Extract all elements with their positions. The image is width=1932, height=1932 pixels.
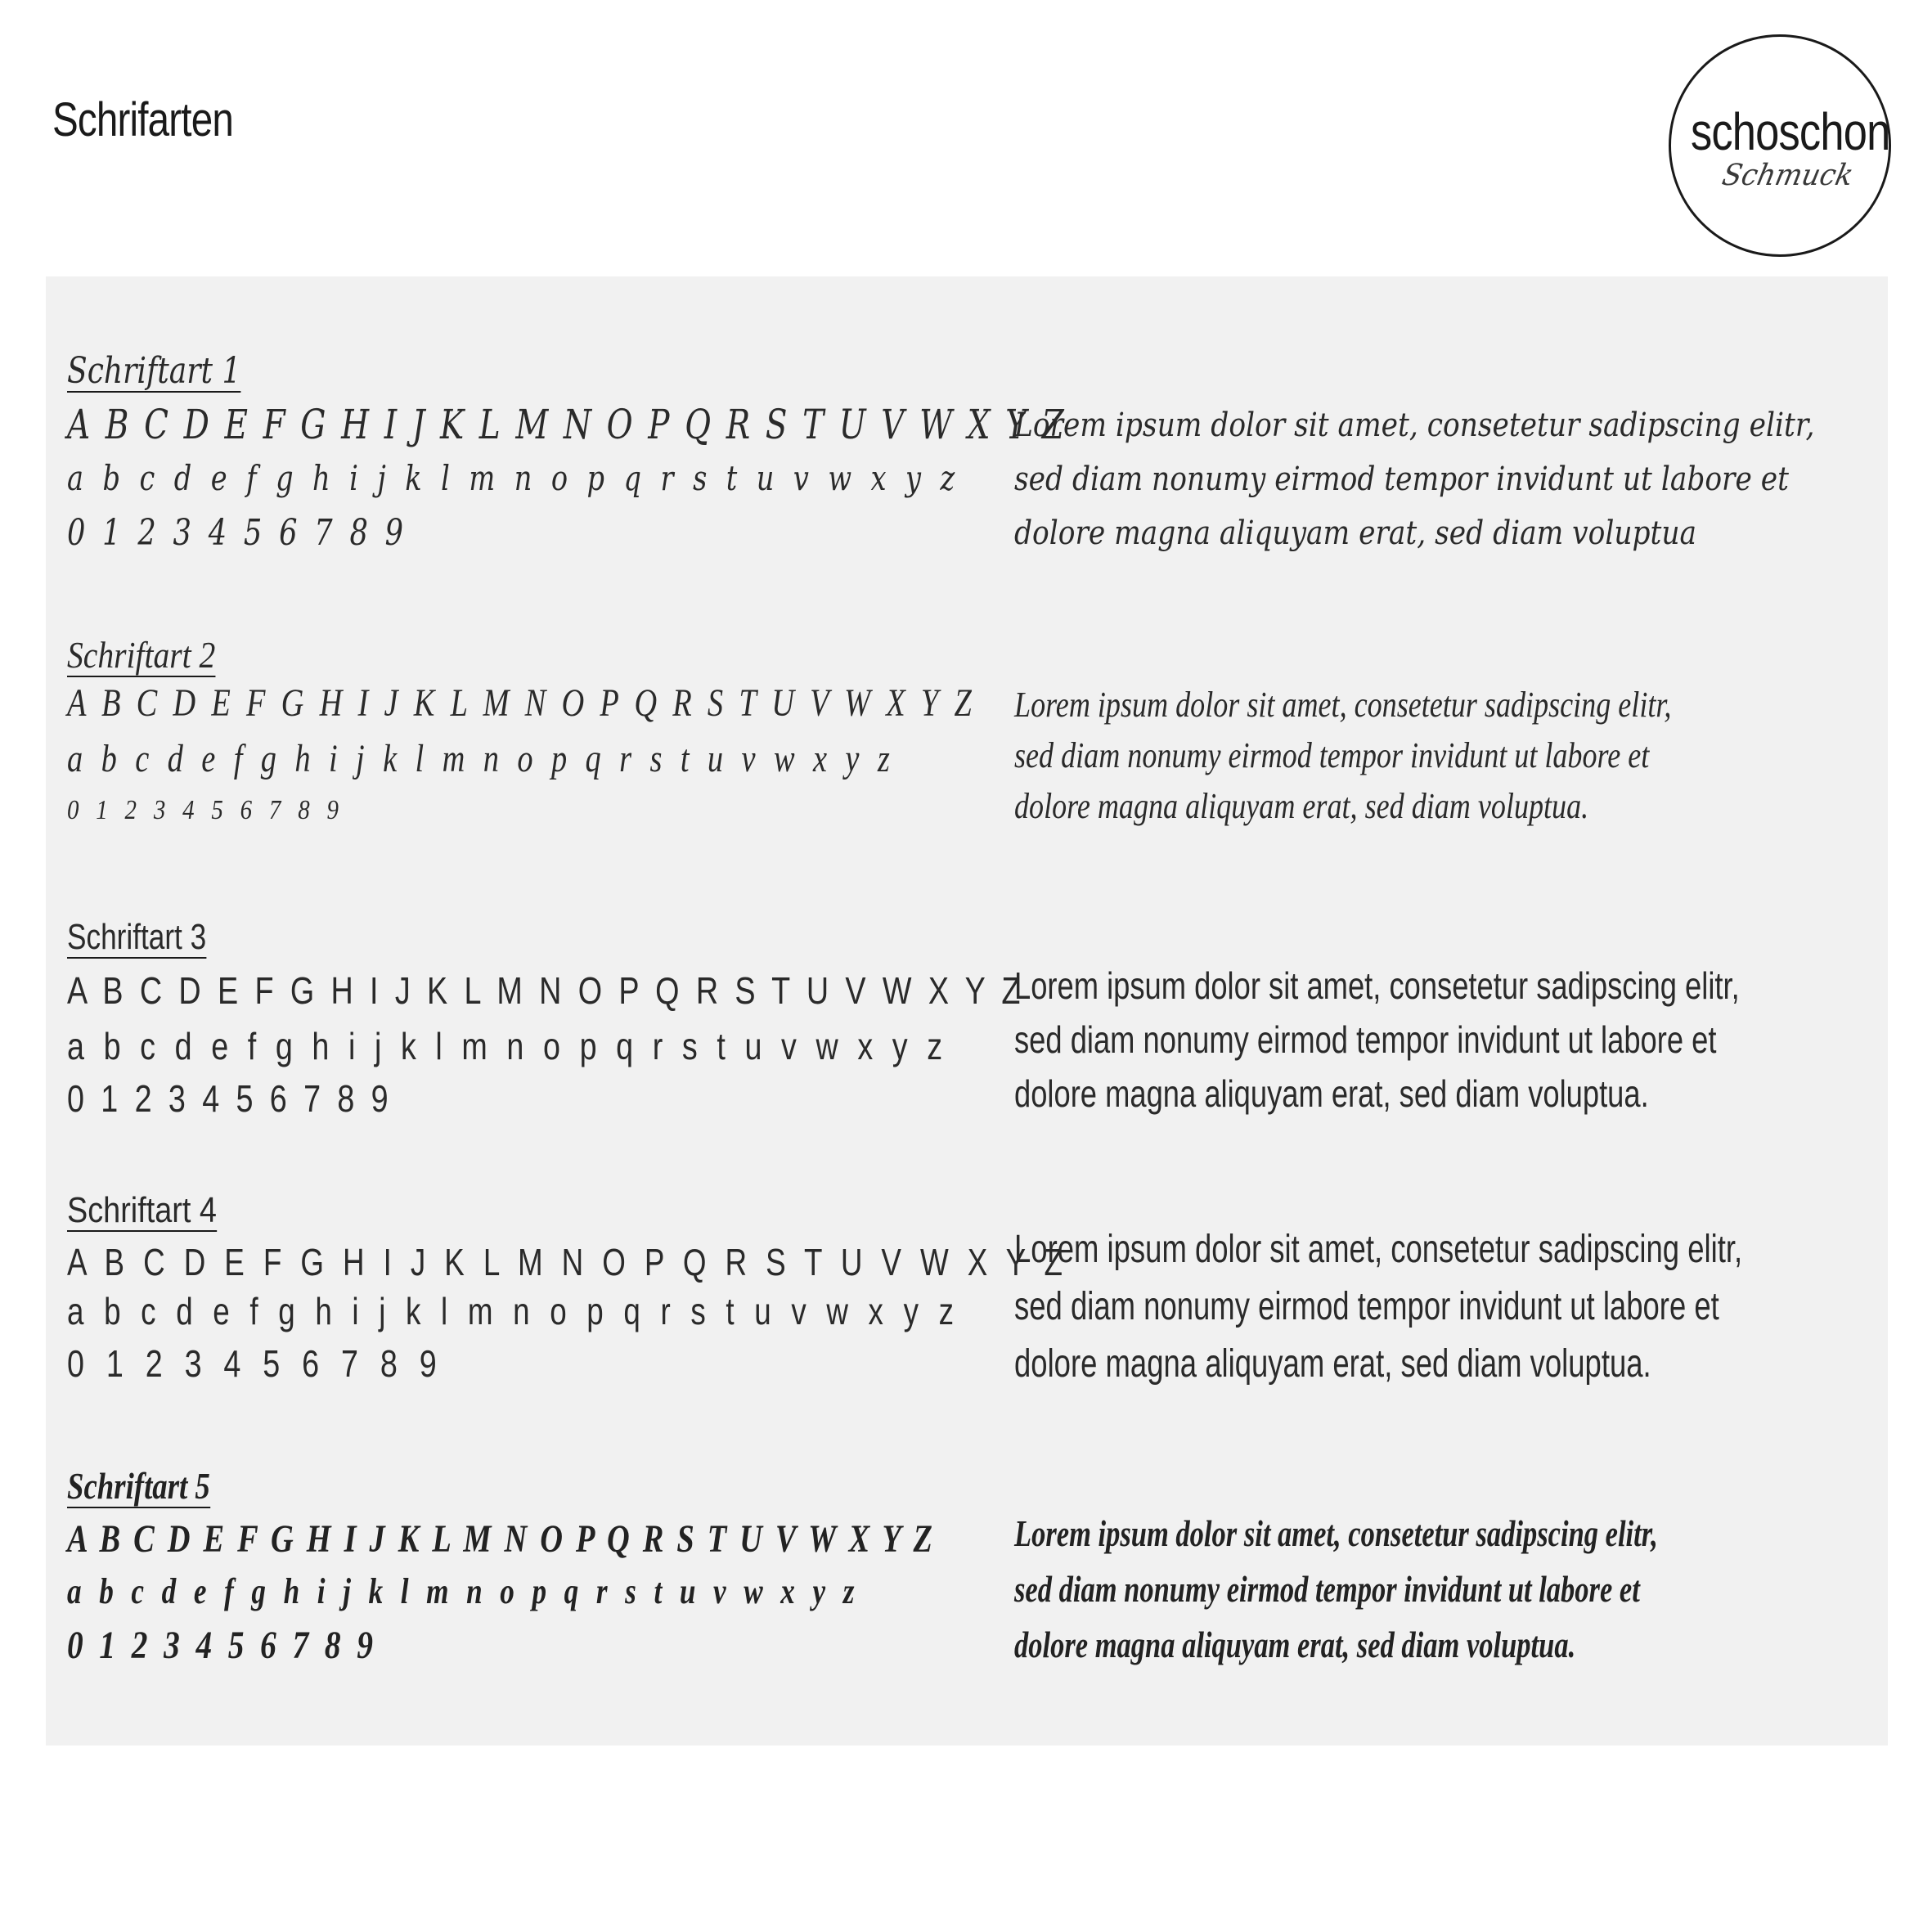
logo-wordmark: schoschon <box>1690 102 1890 161</box>
uppercase-alphabet: A B C D E F G H I J K L M N O P Q R S T U V W X Y Z <box>67 1517 936 1561</box>
lorem-line: Lorem ipsum dolor sit amet, consetetur sadipscing elitr, <box>1014 1512 1658 1554</box>
lowercase-alphabet: a b c d e f g h i j k l m n o p q r s t u v w x y z <box>67 1571 860 1611</box>
uppercase-alphabet: A B C D E F G H I J K L M N O P Q R S T U V W X Y Z <box>67 969 1025 1012</box>
uppercase-alphabet: A B C D E F G H I J K L M N O P Q R S T U V W X Y Z <box>67 1241 1068 1283</box>
digits: 0 1 2 3 4 5 6 7 8 9 <box>67 1077 393 1120</box>
uppercase-alphabet: A B C D E F G H I J K L M N O P Q R S T U V W X Y Z <box>67 681 976 725</box>
digits: 0 1 2 3 4 5 6 7 8 9 <box>67 795 344 825</box>
lorem-line: sed diam nonumy eirmod tempor invidunt ut labore et <box>1014 461 1789 498</box>
logo-subtitle: Schmuck <box>1719 159 1857 192</box>
font-samples-panel <box>46 276 1888 1746</box>
font-heading: Schriftart 3 <box>67 917 207 957</box>
brand-logo <box>1669 34 1891 257</box>
lowercase-alphabet: a b c d e f g h i j k l m n o p q r s t u v w x y z <box>67 1025 948 1067</box>
digits: 0 1 2 3 4 5 6 7 8 9 <box>67 1624 377 1667</box>
lorem-line: sed diam nonumy eirmod tempor invidunt ut labore et <box>1014 1568 1640 1610</box>
lorem-line: Lorem ipsum dolor sit amet, consetetur sadipscing elitr, <box>1014 407 1815 444</box>
font-heading: Schriftart 1 <box>67 350 241 392</box>
lorem-line: dolore magna aliquyam erat, sed diam voluptua. <box>1014 786 1589 826</box>
lorem-line: dolore magna aliquyam erat, sed diam voluptua. <box>1014 1624 1576 1665</box>
lowercase-alphabet: a b c d e f g h i j k l m n o p q r s t u v w x y z <box>67 458 960 498</box>
lorem-line: Lorem ipsum dolor sit amet, consetetur sadipscing elitr, <box>1014 964 1740 1007</box>
font-heading: Schriftart 4 <box>67 1190 217 1230</box>
lorem-line: sed diam nonumy eirmod tempor invidunt ut labore et <box>1014 1018 1717 1061</box>
uppercase-alphabet: A B C D E F G H I J K L M N O P Q R S T U V W X Y Z <box>67 401 1067 448</box>
page-title: Schrifarten <box>52 93 233 146</box>
lowercase-alphabet: a b c d e f g h i j k l m n o p q r s t u v w x y z <box>67 737 896 780</box>
lorem-line: sed diam nonumy eirmod tempor invidunt ut labore et <box>1014 735 1650 775</box>
font-heading: Schriftart 2 <box>67 634 216 676</box>
font-heading: Schriftart 5 <box>67 1465 210 1507</box>
lorem-line: Lorem ipsum dolor sit amet, consetetur sadipscing elitr, <box>1014 1228 1743 1271</box>
lowercase-alphabet: a b c d e f g h i j k l m n o p q r s t u v w x y z <box>67 1290 960 1332</box>
lorem-line: dolore magna aliquyam erat, sed diam voluptua <box>1014 514 1696 552</box>
lorem-line: Lorem ipsum dolor sit amet, consetetur sadipscing elitr, <box>1014 685 1672 725</box>
lorem-line: sed diam nonumy eirmod tempor invidunt ut labore et <box>1014 1285 1719 1328</box>
digits: 0 1 2 3 4 5 6 7 8 9 <box>67 512 407 554</box>
lorem-line: dolore magna aliquyam erat, sed diam voluptua. <box>1014 1342 1651 1386</box>
lorem-line: dolore magna aliquyam erat, sed diam voluptua. <box>1014 1072 1649 1115</box>
digits: 0 1 2 3 4 5 6 7 8 9 <box>67 1342 443 1385</box>
